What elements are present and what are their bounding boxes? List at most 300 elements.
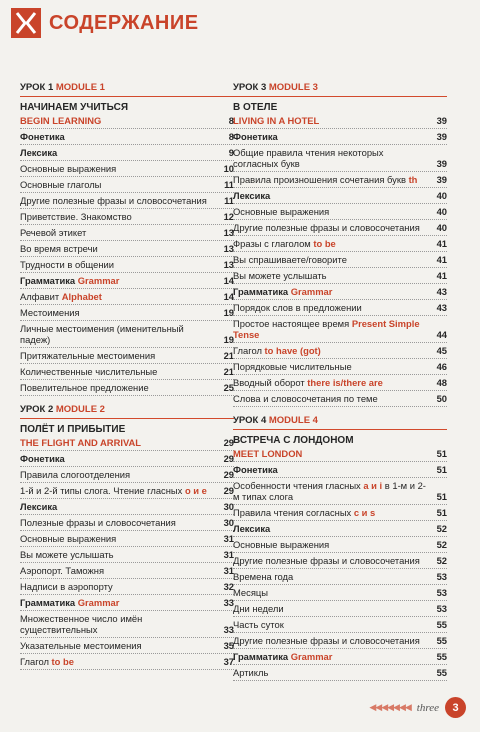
entry-label: Другие полезные фразы и словосочетания	[20, 195, 207, 206]
toc-entry	[20, 499, 234, 515]
toc-entry	[233, 521, 447, 537]
entry-label: В ОТЕЛЕ	[233, 102, 278, 113]
toc-entry	[233, 220, 447, 236]
divider	[233, 96, 447, 97]
entry-text	[20, 243, 216, 254]
entry-text	[20, 275, 216, 286]
page-number: 50	[436, 393, 447, 404]
page-word: three	[416, 701, 439, 714]
toc-entry	[233, 569, 447, 585]
toc-entry	[233, 505, 447, 521]
entry-text	[233, 523, 429, 534]
logo-icon	[11, 8, 41, 38]
page-number: 11	[224, 179, 234, 190]
toc-entry	[20, 193, 234, 209]
entry-label: Трудности в общении	[20, 259, 115, 270]
chevrons-decoration-icon: ◀◀◀◀◀◀◀	[369, 702, 411, 712]
entry-text	[233, 377, 429, 388]
page-number: 55	[436, 635, 447, 646]
toc-entry	[233, 113, 447, 129]
toc-entry	[233, 316, 447, 343]
toc-entry	[233, 188, 447, 204]
page-number: 39	[436, 131, 447, 142]
entry-text	[20, 195, 216, 206]
page-number: 8	[228, 115, 234, 126]
page-number: 41	[436, 254, 447, 265]
toc-entry	[20, 579, 234, 595]
page-number: 14	[223, 275, 234, 286]
page-number: 33	[223, 597, 234, 608]
entry-label: Часть суток	[233, 619, 284, 630]
page-number: 53	[436, 587, 447, 598]
entry-label: 1-й и 2-й типы слога. Чтение гласных	[20, 485, 183, 496]
entry-english: th	[408, 174, 418, 185]
entry-label: Фонетика	[233, 464, 278, 475]
toc-entry	[20, 113, 234, 129]
divider	[20, 418, 234, 419]
entry-label: Фонетика	[233, 131, 278, 142]
entry-english: to have (got)	[264, 345, 321, 356]
entry-label: НАЧИНАЕМ УЧИТЬСЯ	[20, 102, 129, 113]
page-number: 31	[223, 549, 234, 560]
toc-entry	[20, 161, 234, 177]
module-label: MODULE 2	[55, 404, 105, 415]
entry-text	[233, 603, 429, 614]
entry-english: to be	[51, 656, 74, 667]
entry-label: Простое настоящее время	[233, 318, 350, 329]
page-number: 53	[436, 571, 447, 582]
entry-label: Вводный оборот	[233, 377, 305, 388]
entry-text	[20, 469, 216, 480]
lesson-title	[20, 100, 234, 113]
toc-entry	[20, 451, 234, 467]
entry-label: Глагол	[233, 345, 262, 356]
lesson-title	[20, 422, 234, 435]
page-number: 13	[223, 243, 234, 254]
page-header	[11, 8, 199, 38]
entry-english: c и s	[353, 507, 376, 518]
page-number: 40	[436, 222, 447, 233]
toc-entry	[233, 343, 447, 359]
toc-column-left	[20, 80, 234, 670]
page-number: 33	[223, 624, 234, 635]
module-label: MODULE 1	[55, 82, 105, 93]
page-number: 51	[436, 448, 447, 459]
entry-text	[233, 131, 429, 142]
toc-entry	[20, 305, 234, 321]
toc-entry	[20, 177, 234, 193]
page-number: 11	[224, 195, 234, 206]
entry-text	[20, 533, 216, 544]
entry-text	[233, 222, 429, 233]
entry-english: a и i	[363, 480, 383, 491]
page-footer	[369, 697, 466, 718]
entry-text	[20, 350, 216, 361]
toc-entry	[233, 359, 447, 375]
entry-label: Во время встречи	[20, 243, 98, 254]
divider	[233, 429, 447, 430]
entry-text	[233, 480, 429, 502]
toc-entry	[20, 483, 234, 499]
page-number: 8	[228, 131, 234, 142]
toc-entry	[233, 478, 447, 505]
toc-entry	[20, 348, 234, 364]
entry-label: Вы можете услышать	[233, 270, 327, 281]
entry-text	[233, 270, 429, 281]
entry-label: ПОЛЁТ И ПРИБЫТИЕ	[20, 424, 126, 435]
toc-entry	[20, 467, 234, 483]
entry-label: Количественные числительные	[20, 366, 158, 377]
entry-text	[233, 318, 429, 340]
toc-entry	[233, 391, 447, 407]
entry-label: Вы спрашиваете/говорите	[233, 254, 347, 265]
entry-label: Порядок слов в предложении	[233, 302, 362, 313]
page-number: 45	[436, 345, 447, 356]
toc-entry	[233, 462, 447, 478]
entry-text	[20, 613, 216, 635]
entry-label: Фонетика	[20, 131, 65, 142]
toc-entry	[20, 547, 234, 563]
entry-text	[20, 549, 216, 560]
entry-english: o и e	[184, 485, 207, 496]
page-number: 48	[436, 377, 447, 388]
page-number: 39	[436, 174, 447, 185]
page-number: 35	[223, 640, 234, 651]
toc-entry	[233, 145, 447, 172]
entry-english: Grammar	[77, 275, 120, 286]
page-number: 10	[223, 163, 234, 174]
toc-column-right	[233, 80, 447, 681]
module-label: MODULE 4	[268, 415, 318, 426]
entry-english: MEET LONDON	[233, 448, 303, 459]
entry-label: Другие полезные фразы и словосочетания	[233, 555, 420, 566]
entry-text	[233, 651, 429, 662]
page-number: 37	[223, 656, 234, 667]
toc-entry	[20, 654, 234, 670]
page-number: 52	[436, 523, 447, 534]
toc-entry	[20, 241, 234, 257]
toc-entry	[20, 209, 234, 225]
entry-label: Грамматика	[20, 275, 76, 286]
page-number: 46	[436, 361, 447, 372]
toc-entry	[233, 284, 447, 300]
toc-entry	[233, 601, 447, 617]
toc-section	[20, 82, 234, 396]
page-number: 44	[436, 329, 447, 340]
entry-english: BEGIN LEARNING	[20, 115, 102, 126]
toc-entry	[233, 633, 447, 649]
toc-entry	[20, 563, 234, 579]
page-number: 43	[436, 302, 447, 313]
entry-text	[20, 656, 216, 667]
entry-text	[20, 501, 216, 512]
page-number: 30	[223, 501, 234, 512]
entry-label: Фразы с глаголом	[233, 238, 311, 249]
toc-entry	[20, 289, 234, 305]
entry-label: Лексика	[20, 501, 58, 512]
entry-text	[20, 211, 216, 222]
toc-entry	[20, 257, 234, 273]
lesson-label: УРОК 4	[233, 415, 267, 426]
entry-text	[233, 238, 429, 249]
entry-text	[233, 507, 429, 518]
entry-label: Слова и словосочетания по теме	[233, 393, 378, 404]
toc-entry	[233, 268, 447, 284]
entry-label: Основные глаголы	[20, 179, 102, 190]
entry-label: Указательные местоимения	[20, 640, 142, 651]
entry-text	[233, 464, 429, 475]
entry-english: Grammar	[290, 651, 333, 662]
toc-entry	[233, 236, 447, 252]
toc-entry	[233, 537, 447, 553]
lesson-label: УРОК 3	[233, 82, 267, 93]
toc-entry	[233, 204, 447, 220]
entry-text	[20, 163, 216, 174]
lesson-heading	[20, 82, 234, 93]
entry-label: Другие полезные фразы и словосочетания	[233, 222, 420, 233]
lesson-label: УРОК 1	[20, 82, 54, 93]
entry-text	[20, 366, 216, 377]
entry-label: Порядковые числительные	[233, 361, 352, 372]
lesson-heading	[233, 415, 447, 426]
entry-text	[20, 179, 216, 190]
toc-entry	[233, 300, 447, 316]
toc-entry	[20, 129, 234, 145]
entry-text	[20, 323, 216, 345]
page-number: 21	[223, 366, 234, 377]
entry-text	[20, 115, 216, 126]
entry-label: Вы можете услышать	[20, 549, 114, 560]
entry-text	[233, 345, 429, 356]
toc-entry	[20, 364, 234, 380]
entry-label: Артикль	[233, 667, 269, 678]
page-title: СОДЕРЖАНИЕ	[49, 11, 199, 34]
page-number: 29	[223, 469, 234, 480]
entry-label: Времена года	[233, 571, 294, 582]
page-number: 14	[223, 291, 234, 302]
entry-text	[20, 597, 216, 608]
entry-text	[20, 307, 216, 318]
page-number: 21	[223, 350, 234, 361]
entry-text	[233, 174, 429, 185]
entry-text	[20, 227, 216, 238]
toc-entry	[20, 611, 234, 638]
lesson-heading	[233, 82, 447, 93]
page-number: 43	[436, 286, 447, 297]
entry-label: Глагол	[20, 656, 49, 667]
entry-label: Приветствие. Знакомство	[20, 211, 132, 222]
entry-label: Грамматика	[20, 597, 76, 608]
entry-label: Речевой этикет	[20, 227, 87, 238]
page-number: 29	[223, 437, 234, 448]
toc-section	[20, 404, 234, 670]
entry-label: Основные выражения	[233, 539, 330, 550]
entry-text	[233, 619, 429, 630]
page-number: 9	[228, 147, 234, 158]
entry-label: Фонетика	[20, 453, 65, 464]
lesson-title	[233, 100, 447, 113]
page-number: 55	[436, 651, 447, 662]
entry-english: there is/there are	[307, 377, 383, 388]
entry-label: Правила чтения согласных	[233, 507, 352, 518]
entry-text	[233, 393, 429, 404]
entry-english: LIVING IN A HOTEL	[233, 115, 320, 126]
page-number: 39	[436, 115, 447, 126]
entry-label: Повелительное предложение	[20, 382, 149, 393]
page-number-badge: 3	[445, 697, 466, 718]
toc-entry	[20, 435, 234, 451]
toc-entry	[20, 515, 234, 531]
toc-section	[233, 82, 447, 407]
entry-label: Аэропорт. Таможня	[20, 565, 105, 576]
entry-label: Основные выражения	[20, 163, 117, 174]
entry-text	[233, 206, 429, 217]
page-number: 40	[436, 190, 447, 201]
entry-text	[20, 382, 216, 393]
page-number: 41	[436, 238, 447, 249]
entry-text	[233, 254, 429, 265]
toc-entry	[20, 638, 234, 654]
entry-text	[233, 147, 429, 169]
page-number: 41	[436, 270, 447, 281]
toc-entry	[20, 595, 234, 611]
page-number: 25	[223, 382, 234, 393]
entry-english: Grammar	[77, 597, 120, 608]
entry-text	[20, 565, 216, 576]
page-number: 51	[436, 464, 447, 475]
entry-label: Другие полезные фразы и словосочетания	[233, 635, 420, 646]
toc-entry	[233, 172, 447, 188]
entry-text	[20, 517, 216, 528]
entry-label: Алфавит	[20, 291, 60, 302]
entry-label: Месяцы	[233, 587, 269, 598]
page-number: 19	[223, 334, 234, 345]
entry-english: Grammar	[290, 286, 333, 297]
toc-entry	[233, 129, 447, 145]
page-number: 40	[436, 206, 447, 217]
toc-entry	[20, 145, 234, 161]
page-number: 30	[223, 517, 234, 528]
entry-text	[233, 539, 429, 550]
toc-entry	[20, 380, 234, 396]
entry-label: Лексика	[233, 523, 271, 534]
entry-label: Полезные фразы и словосочетания	[20, 517, 176, 528]
entry-label: Лексика	[20, 147, 58, 158]
toc-entry	[233, 375, 447, 391]
page-number: 51	[436, 507, 447, 518]
entry-label: Лексика	[233, 190, 271, 201]
entry-label: Основные выражения	[233, 206, 330, 217]
page-number: 39	[436, 158, 447, 169]
page-number: 52	[436, 555, 447, 566]
entry-text	[233, 302, 429, 313]
entry-label: Основные выражения	[20, 533, 117, 544]
module-label: MODULE 3	[268, 82, 318, 93]
entry-english: Alphabet	[61, 291, 102, 302]
entry-text	[233, 190, 429, 201]
entry-english: to be	[313, 238, 336, 249]
toc-entry	[233, 585, 447, 601]
entry-text	[20, 640, 216, 651]
page-number: 19	[223, 307, 234, 318]
toc-entry	[233, 553, 447, 569]
toc-entry	[233, 649, 447, 665]
entry-text	[20, 147, 216, 158]
lesson-label: УРОК 2	[20, 404, 54, 415]
page-number: 32	[223, 581, 234, 592]
page-number: 29	[223, 453, 234, 464]
toc-entry	[233, 617, 447, 633]
toc-entry	[233, 252, 447, 268]
entry-label: ВСТРЕЧА С ЛОНДОНОМ	[233, 435, 354, 446]
page-number: 51	[436, 491, 447, 502]
page-number: 29	[223, 485, 234, 496]
entry-text	[20, 102, 234, 113]
entry-label: Множественное число имён существительных	[20, 613, 143, 635]
toc-entry	[20, 273, 234, 289]
page-number: 55	[436, 667, 447, 678]
entry-label: Правила слогоотделения	[20, 469, 131, 480]
entry-text	[20, 291, 216, 302]
entry-english: Present Simple Tense	[233, 318, 420, 340]
toc-section	[233, 415, 447, 681]
toc-entry	[20, 321, 234, 348]
page-number: 55	[436, 619, 447, 630]
entry-label: Местоимения	[20, 307, 80, 318]
entry-text	[20, 453, 216, 464]
entry-text	[233, 571, 429, 582]
entry-text	[233, 635, 429, 646]
toc-entry	[20, 225, 234, 241]
lesson-title	[233, 433, 447, 446]
page-number: 31	[223, 533, 234, 544]
entry-text	[20, 424, 234, 435]
entry-text	[233, 102, 447, 113]
entry-label: Общие правила чтения некоторых согласных букв	[233, 147, 384, 169]
page-number: 13	[223, 227, 234, 238]
page-number: 31	[223, 565, 234, 576]
entry-text	[20, 485, 216, 496]
page-number: 53	[436, 603, 447, 614]
entry-label: Грамматика	[233, 286, 289, 297]
entry-label: Притяжательные местоимения	[20, 350, 156, 361]
divider	[20, 96, 234, 97]
page-number: 12	[223, 211, 234, 222]
lesson-heading	[20, 404, 234, 415]
page-number: 52	[436, 539, 447, 550]
entry-text	[233, 587, 429, 598]
entry-text	[233, 115, 429, 126]
entry-label: Дни недели	[233, 603, 284, 614]
entry-text	[20, 437, 216, 448]
entry-text	[233, 361, 429, 372]
toc-entry	[233, 665, 447, 681]
entry-text	[233, 555, 429, 566]
entry-label: Правила произношения сочетания букв	[233, 174, 406, 185]
entry-label: Особенности чтения гласных	[233, 480, 361, 491]
entry-label: Грамматика	[233, 651, 289, 662]
page-number: 13	[223, 259, 234, 270]
entry-text	[233, 448, 429, 459]
entry-text	[233, 286, 429, 297]
entry-label: Личные местоимения (именительный падеж)	[20, 323, 184, 345]
entry-suffix: в 1-м и 2-м типах слога	[233, 480, 426, 502]
entry-text	[20, 259, 216, 270]
entry-text	[20, 131, 216, 142]
entry-text	[233, 667, 429, 678]
entry-text	[233, 435, 447, 446]
entry-english: THE FLIGHT AND ARRIVAL	[20, 437, 141, 448]
